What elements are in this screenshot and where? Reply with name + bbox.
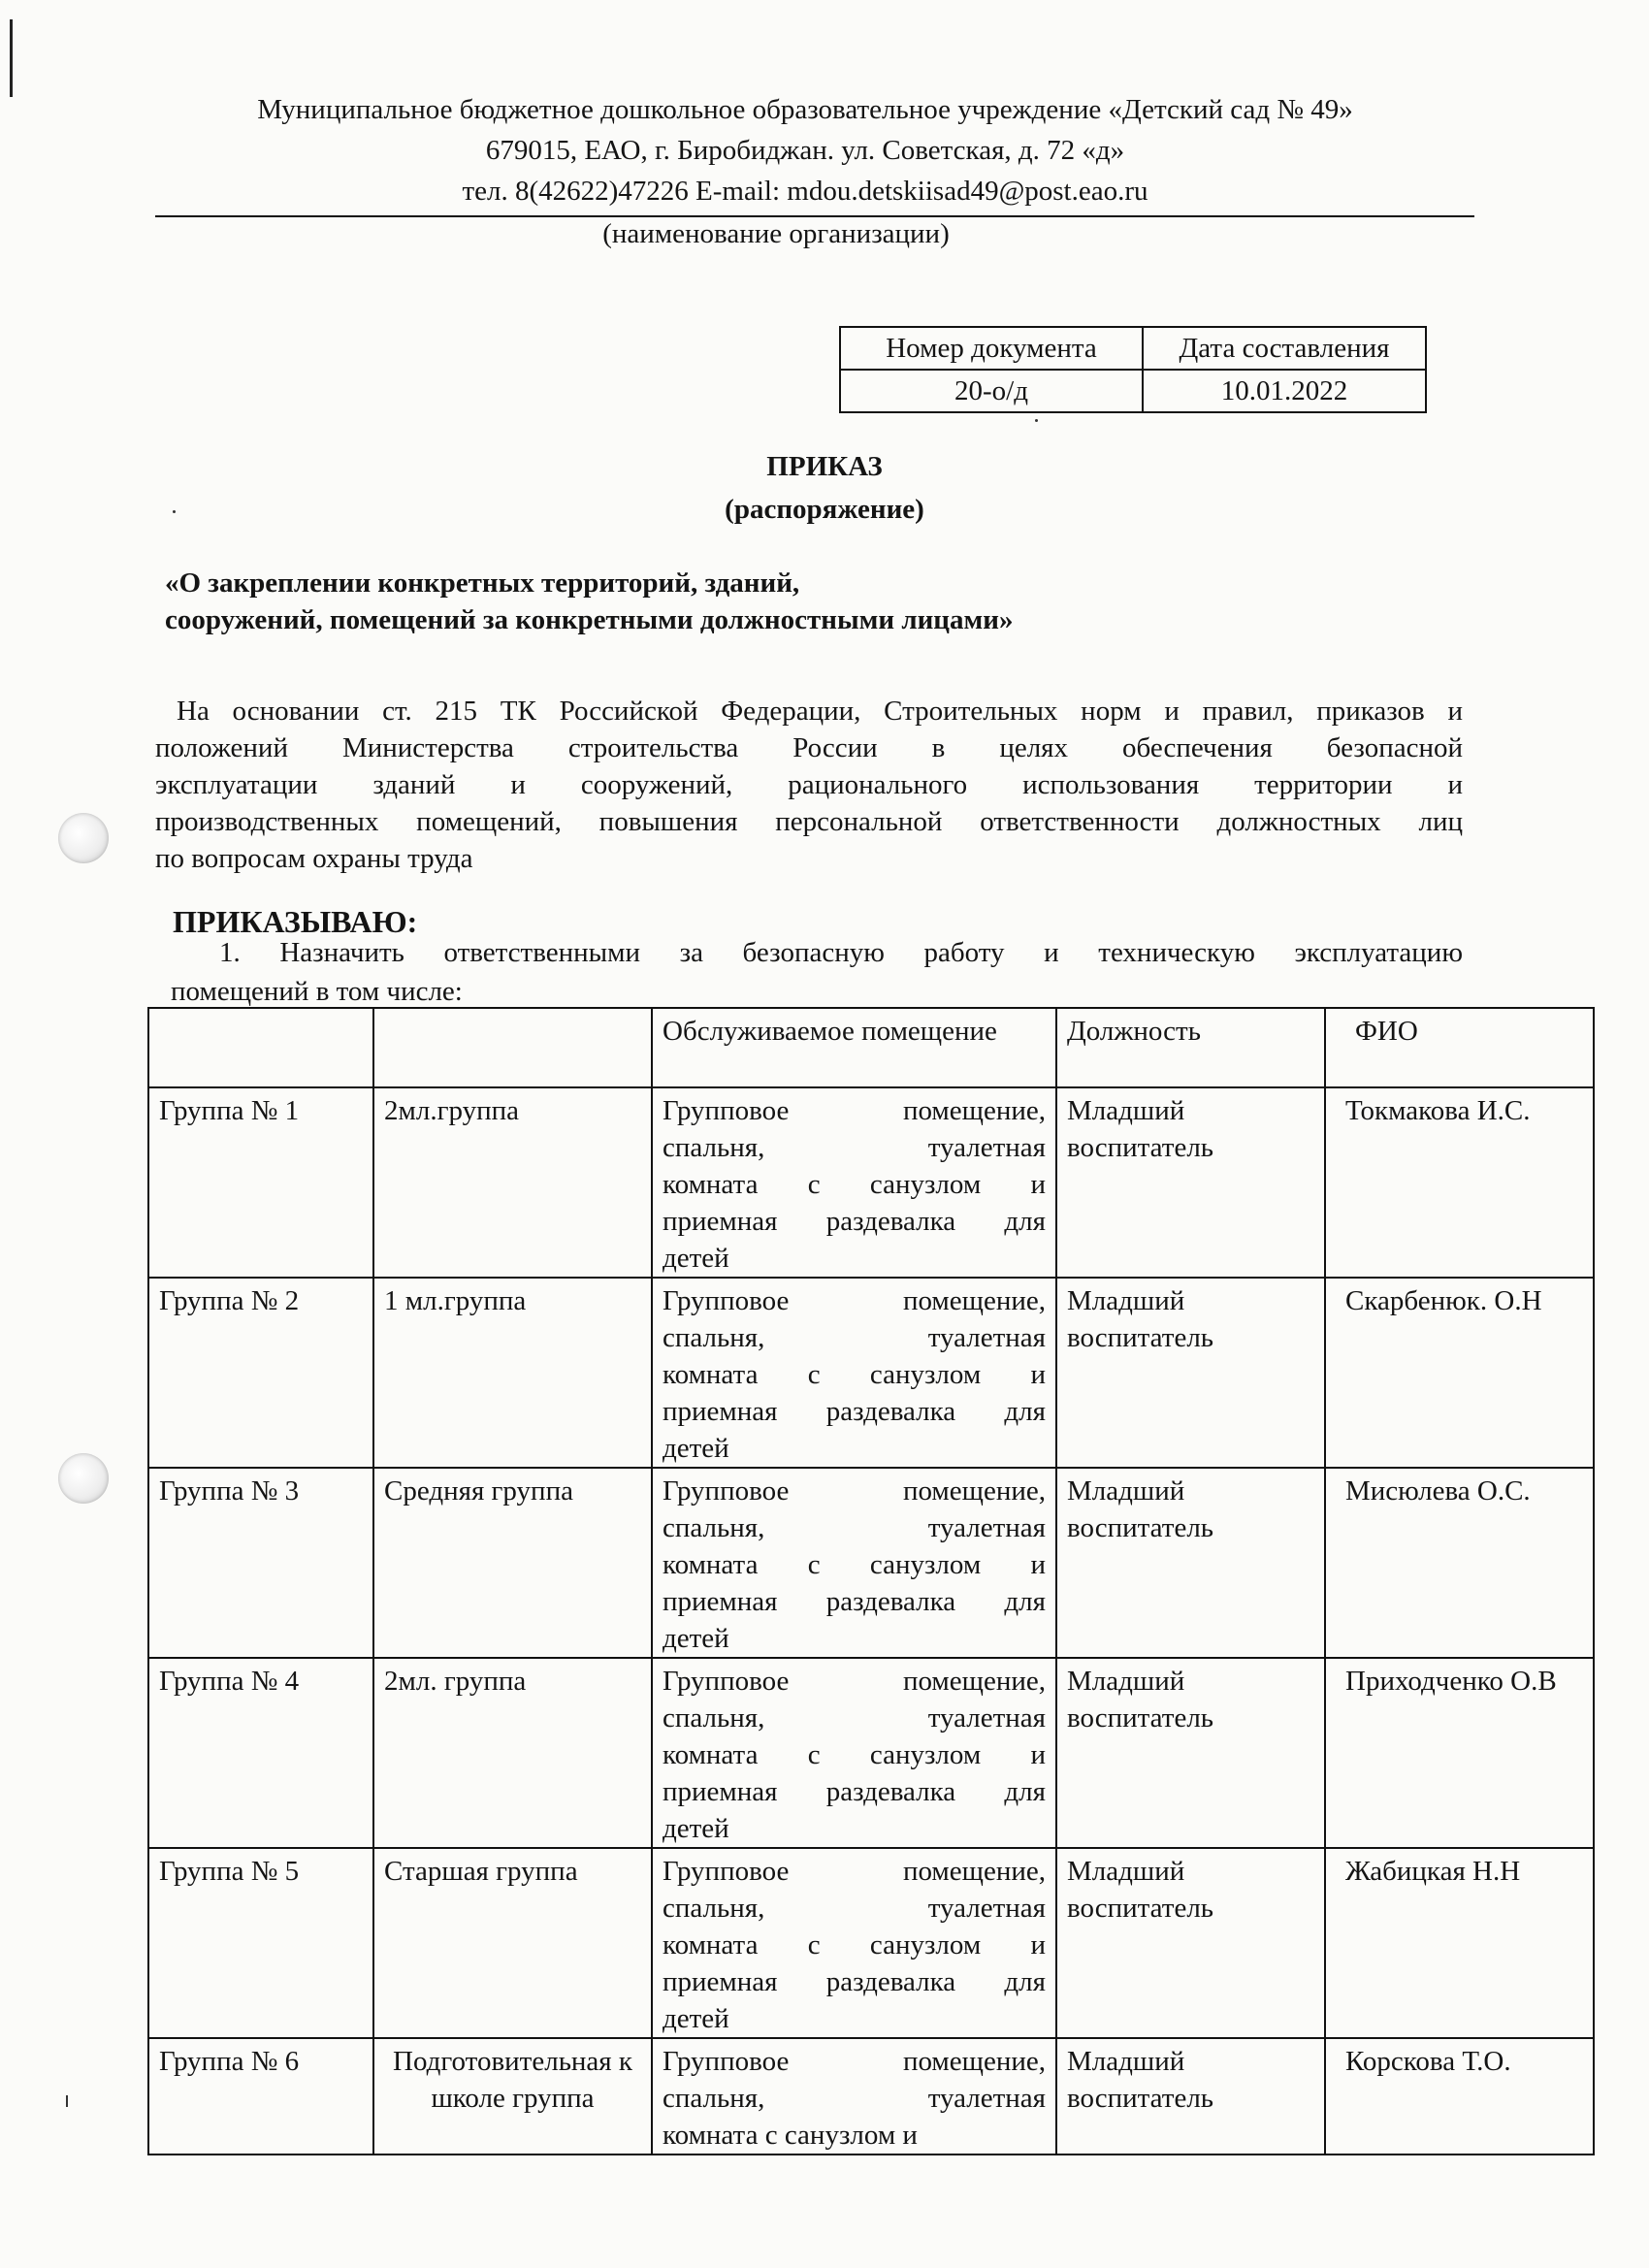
room-line: спальня, туалетная [663, 1322, 1046, 1353]
row-group: Группа № 2 [148, 1278, 373, 1468]
row-name: Средняя группа [373, 1468, 652, 1658]
room-line: комната с санузлом и [663, 1739, 1046, 1770]
room-line: детей [663, 1813, 729, 1844]
basis-line: эксплуатации зданий и сооружений, рационального использования территории и [155, 769, 1463, 800]
org-address: 679015, ЕАО, г. Биробиджан. ул. Советская, д. 72 «д» [485, 135, 1125, 166]
subject-line-1: «О закреплении конкретных территорий, зданий, [165, 567, 800, 599]
row-position: Младший воспитатель [1056, 1468, 1325, 1658]
doc-title: ПРИКАЗ [766, 451, 883, 482]
basis-paragraph [155, 693, 1463, 877]
doc-number-label: Номер документа [840, 327, 1143, 370]
org-name: Муниципальное бюджетное дошкольное образовательное учреждение «Детский сад № 49» [257, 94, 1353, 125]
org-contacts: тел. 8(42622)47226 E-mail: mdou.detskiisad49@post.eao.ru [462, 176, 1148, 207]
row-position: Младший воспитатель [1056, 2038, 1325, 2155]
doc-number: 20-о/д [840, 370, 1143, 412]
table-row [148, 2038, 1594, 2155]
basis-line: положений Министерства строительства России в целях обеспечения безопасной [155, 732, 1463, 763]
row-room [652, 1468, 1056, 1658]
row-room [652, 1087, 1056, 1278]
room-line: спальня, туалетная [663, 1512, 1046, 1543]
header-position: Должность [1056, 1008, 1325, 1087]
room-line: детей [663, 1243, 729, 1274]
room-line: спальня, туалетная [663, 2083, 1046, 2114]
row-group: Группа № 3 [148, 1468, 373, 1658]
org-header [146, 89, 1465, 211]
rooms-table [147, 1007, 1595, 2155]
row-group: Группа № 1 [148, 1087, 373, 1278]
table-row [148, 1848, 1594, 2038]
basis-line: по вопросам охраны труда [155, 843, 473, 874]
row-fio: Жабицкая Н.Н [1325, 1848, 1594, 2038]
doc-date-label: Дата составления [1143, 327, 1426, 370]
header-room: Обслуживаемое помещение [652, 1008, 1056, 1087]
room-line: детей [663, 1433, 729, 1464]
row-position: Младший воспитатель [1056, 1087, 1325, 1278]
row-room [652, 2038, 1056, 2155]
stray-mark [66, 2095, 68, 2107]
row-group: Группа № 4 [148, 1658, 373, 1848]
punch-hole-top [58, 813, 109, 863]
room-line: комната с санузлом и [663, 2120, 918, 2151]
stray-dot [1035, 419, 1038, 422]
row-room [652, 1278, 1056, 1468]
table-row [148, 1468, 1594, 1658]
row-name: 2мл. группа [373, 1658, 652, 1848]
row-group: Группа № 5 [148, 1848, 373, 2038]
table-row [148, 1087, 1594, 1278]
row-name: Подготовительная к школе группа [373, 2038, 652, 2155]
row-position: Младший воспитатель [1056, 1848, 1325, 2038]
room-line: приемная раздевалка для [663, 1396, 1046, 1427]
room-line: приемная раздевалка для [663, 1776, 1046, 1807]
room-line: Групповое помещение, [663, 2046, 1046, 2077]
row-fio: Скарбенюк. О.Н [1325, 1278, 1594, 1468]
table-row [148, 1278, 1594, 1468]
room-line: Групповое помещение, [663, 1475, 1046, 1507]
room-line: Групповое помещение, [663, 1095, 1046, 1126]
room-line: комната с санузлом и [663, 1169, 1046, 1200]
header-fio: ФИО [1325, 1008, 1594, 1087]
room-line: спальня, туалетная [663, 1702, 1046, 1733]
room-line: детей [663, 1623, 729, 1654]
doc-meta-table [839, 326, 1427, 413]
room-line: приемная раздевалка для [663, 1206, 1046, 1237]
table-row [148, 1658, 1594, 1848]
scan-edge-mark [10, 19, 13, 97]
org-caption: (наименование организации) [602, 218, 950, 249]
room-line: Групповое помещение, [663, 1666, 1046, 1697]
room-line: Групповое помещение, [663, 1856, 1046, 1887]
row-group: Группа № 6 [148, 2038, 373, 2155]
doc-subtitle: (распоряжение) [725, 494, 924, 525]
row-room [652, 1848, 1056, 2038]
item-1-line: 1. Назначить ответственными за безопасную работу и техническую эксплуатацию [219, 937, 1463, 968]
doc-date: 10.01.2022 [1143, 370, 1426, 412]
basis-line: На основании ст. 215 ТК Российской Федерации, Строительных норм и правил, приказов и [177, 696, 1463, 727]
row-name: 1 мл.группа [373, 1278, 652, 1468]
table-header-row [148, 1008, 1594, 1087]
item-1-line: помещений в том числе: [171, 976, 463, 1007]
room-line: детей [663, 2003, 729, 2034]
room-line: спальня, туалетная [663, 1132, 1046, 1163]
room-line: Групповое помещение, [663, 1285, 1046, 1316]
room-line: комната с санузлом и [663, 1549, 1046, 1580]
row-fio: Корскова Т.О. [1325, 2038, 1594, 2155]
row-fio: Мисюлева О.С. [1325, 1468, 1594, 1658]
row-fio: Приходченко О.В [1325, 1658, 1594, 1848]
basis-line: производственных помещений, повышения персональной ответственности должностных лиц [155, 806, 1463, 837]
room-line: спальня, туалетная [663, 1893, 1046, 1924]
header-name [373, 1008, 652, 1087]
room-line: приемная раздевалка для [663, 1966, 1046, 1997]
row-name: Старшая группа [373, 1848, 652, 2038]
row-name: 2мл.группа [373, 1087, 652, 1278]
header-group [148, 1008, 373, 1087]
order-word: ПРИКАЗЫВАЮ: [173, 904, 418, 939]
row-room [652, 1658, 1056, 1848]
room-line: комната с санузлом и [663, 1359, 1046, 1390]
row-position: Младший воспитатель [1056, 1278, 1325, 1468]
row-fio: Токмакова И.С. [1325, 1087, 1594, 1278]
item-1 [171, 933, 1463, 1011]
room-line: приемная раздевалка для [663, 1586, 1046, 1617]
room-line: комната с санузлом и [663, 1929, 1046, 1960]
punch-hole-bottom [58, 1453, 109, 1504]
stray-dot [173, 510, 176, 513]
row-position: Младший воспитатель [1056, 1658, 1325, 1848]
subject-line-2: сооружений, помещений за конкретными должностными лицами» [165, 604, 1014, 635]
